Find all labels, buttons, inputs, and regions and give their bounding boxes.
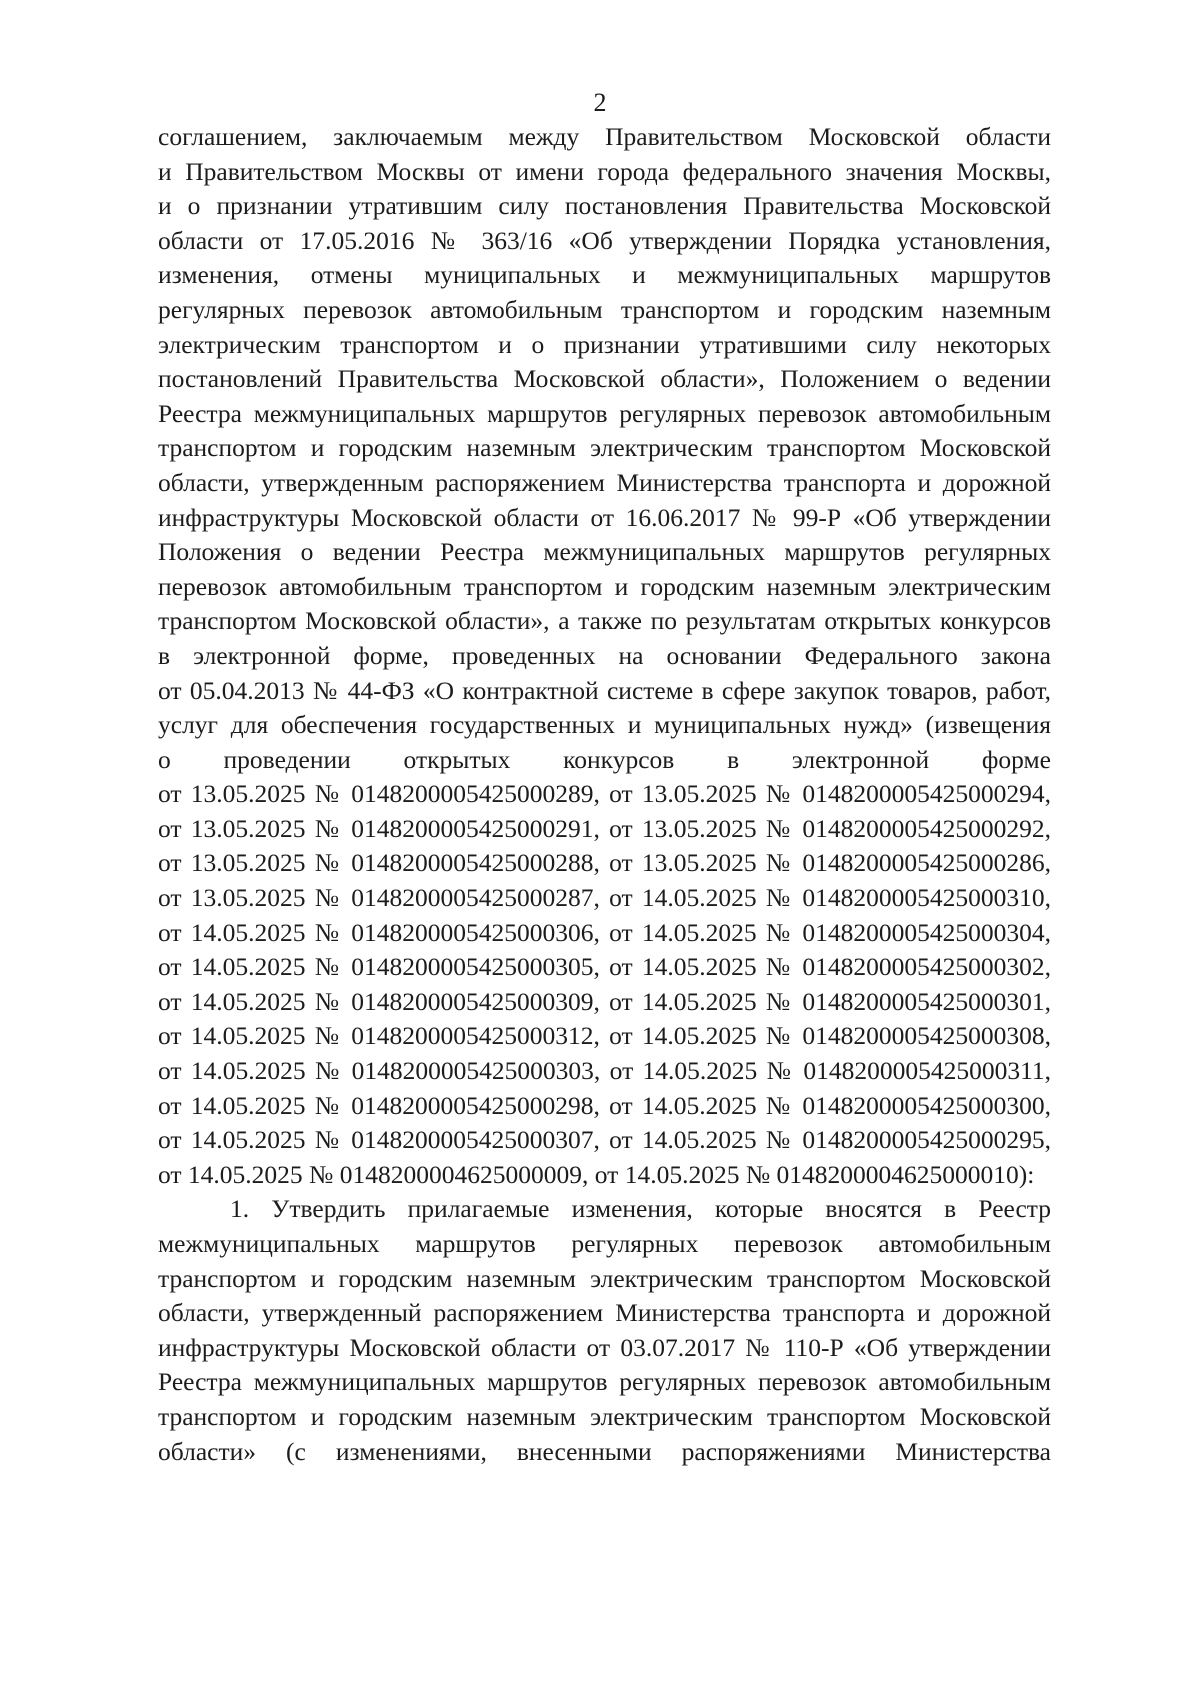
text-line: соглашением, заключаемым между Правительством Московской области: [158, 122, 1051, 151]
paragraph-item-1: [158, 1192, 1051, 1469]
text-line: от 13.05.2025 № 0148200005425000287, от 14.05.2025 № 0148200005425000310,: [158, 883, 1051, 913]
document-body: [158, 120, 1051, 1469]
text-line: от 14.05.2025 № 0148200004625000009, от 14.05.2025 № 0148200004625000010):: [158, 1159, 1035, 1189]
text-line: области от 17.05.2016 № 363/16 «Об утверждении Порядка установления,: [158, 225, 1051, 255]
text-line: Положения о ведении Реестра межмуниципальных маршрутов регулярных: [158, 537, 1051, 567]
text-line: транспортом и городским наземным электрическим транспортом Московской: [158, 433, 1051, 463]
text-line: от 14.05.2025 № 0148200005425000307, от 14.05.2025 № 0148200005425000295,: [158, 1125, 1051, 1155]
text-line: и о признании утратившим силу постановления Правительства Московской: [158, 191, 1051, 221]
text-line: инфраструктуры Московской области от 16.06.2017 № 99-Р «Об утверждении: [158, 502, 1051, 532]
text-line: транспортом Московской области», а также по результатам открытых конкурсов: [158, 606, 1051, 636]
text-line: от 13.05.2025 № 0148200005425000288, от 13.05.2025 № 0148200005425000286,: [158, 848, 1051, 878]
text-line: услуг для обеспечения государственных и муниципальных нужд» (извещения: [158, 710, 1051, 740]
text-line: от 14.05.2025 № 0148200005425000312, от 14.05.2025 № 0148200005425000308,: [158, 1021, 1051, 1051]
page-number: 2: [593, 88, 607, 117]
text-line: постановлений Правительства Московской области», Положением о ведении: [158, 364, 1051, 394]
text-line: области, утвержденным распоряжением Министерства транспорта и дорожной: [158, 467, 1051, 497]
text-line: от 14.05.2025 № 0148200005425000309, от 14.05.2025 № 0148200005425000301,: [158, 986, 1051, 1016]
text-line: от 14.05.2025 № 0148200005425000306, от 14.05.2025 № 0148200005425000304,: [158, 917, 1051, 947]
text-line: Реестра межмуниципальных маршрутов регулярных перевозок автомобильным: [158, 398, 1051, 428]
text-line: от 13.05.2025 № 0148200005425000289, от 13.05.2025 № 0148200005425000294,: [158, 779, 1051, 809]
text-line: перевозок автомобильным транспортом и городским наземным электрическим: [158, 571, 1051, 601]
text-line: транспортом и городским наземным электрическим транспортом Московской: [158, 1401, 1051, 1431]
text-line: 1. Утвердить прилагаемые изменения, которые вносятся в Реестр: [230, 1194, 1051, 1224]
text-line: от 14.05.2025 № 0148200005425000298, от 14.05.2025 № 0148200005425000300,: [158, 1090, 1051, 1120]
text-line: межмуниципальных маршрутов регулярных перевозок автомобильным: [158, 1229, 1051, 1258]
text-line: электрическим транспортом и о признании утратившими силу некоторых: [158, 329, 1051, 359]
text-line: транспортом и городским наземным электрическим транспортом Московской: [158, 1263, 1051, 1293]
text-line: от 14.05.2025 № 0148200005425000303, от 14.05.2025 № 0148200005425000311,: [158, 1056, 1051, 1086]
text-line: от 14.05.2025 № 0148200005425000305, от 14.05.2025 № 0148200005425000302,: [158, 952, 1051, 982]
text-line: изменения, отмены муниципальных и межмуниципальных маршрутов: [158, 260, 1051, 290]
text-line: области, утвержденный распоряжением Министерства транспорта и дорожной: [158, 1298, 1051, 1328]
text-line: области» (с изменениями, внесенными распоряжениями Министерства: [158, 1436, 1051, 1466]
text-line: инфраструктуры Московской области от 03.07.2017 № 110-Р «Об утверждении: [158, 1332, 1051, 1362]
text-line: от 05.04.2013 № 44-ФЗ «О контрактной системе в сфере закупок товаров, работ,: [158, 675, 1051, 705]
text-line: в электронной форме, проведенных на основании Федерального закона: [158, 640, 1051, 670]
paragraph-preamble: [158, 120, 1051, 1192]
text-line: от 13.05.2025 № 0148200005425000291, от 13.05.2025 № 0148200005425000292,: [158, 813, 1051, 843]
text-line: и Правительством Москвы от имени города федерального значения Москвы,: [158, 156, 1051, 186]
text-line: о проведении открытых конкурсов в электронной форме: [158, 744, 1051, 774]
text-line: Реестра межмуниципальных маршрутов регулярных перевозок автомобильным: [158, 1367, 1051, 1397]
text-line: регулярных перевозок автомобильным транспортом и городским наземным: [158, 294, 1051, 324]
